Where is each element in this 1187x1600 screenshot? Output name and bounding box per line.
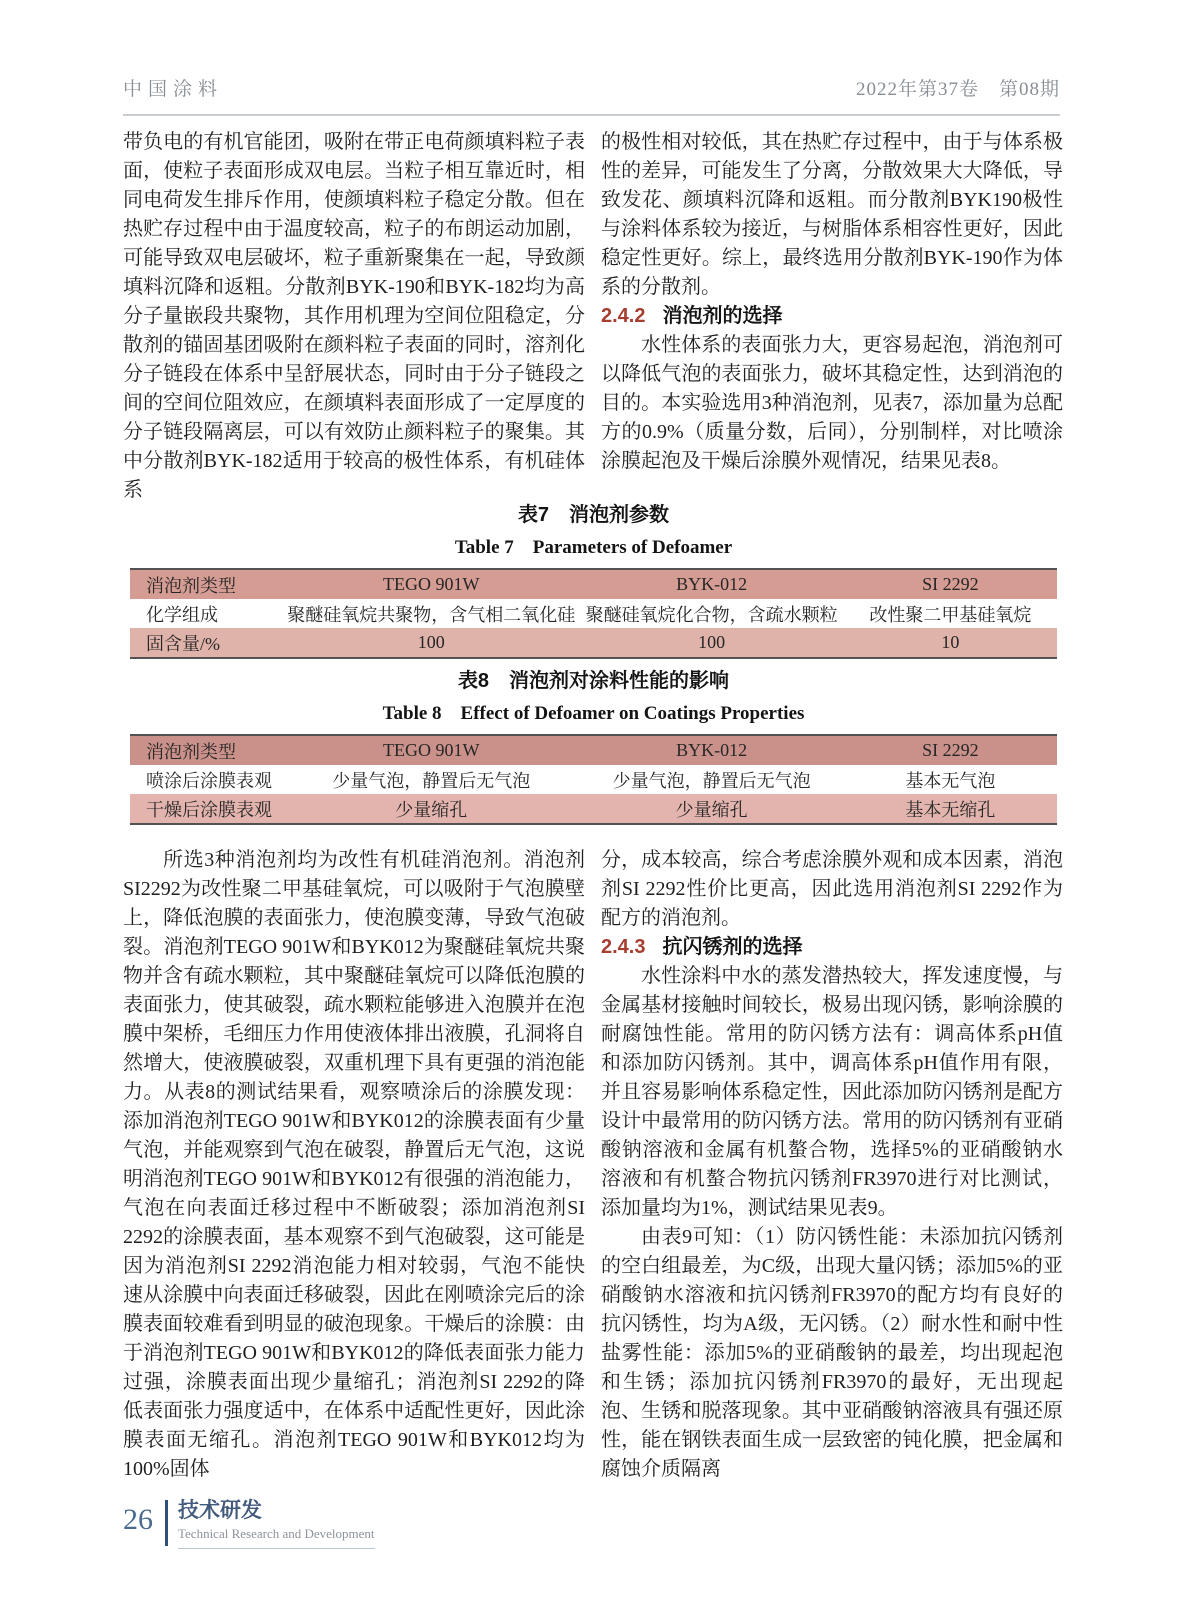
paragraph: 带负电的有机官能团，吸附在带正电荷颜填料粒子表面，使粒子表面形成双电层。当粒子相互靠近时，相同电荷发生排斥作用，使颜填料粒子稳定分散。但在热贮存过程中由于温度较高，粒子的布朗运动加剧，可能导致双电层破坏，粒子重新聚集在一起，导致颜填料沉降和返粗。分散剂BYK-190和BYK-182均为高分子量嵌段共聚物，其作用机理为空间位阻稳定，分散剂的锚固基团吸附在颜料粒子表面的同时，溶剂化分子链段在体系中呈舒展状态，同时由于分子链段之间的空间位阻效应，在颜填料表面形成了一定厚度的分子链段隔离层，可以有效防止颜料粒子的聚集。其中分散剂BYK-182适用于较高的极性体系，有机硅体系 <box>123 131 585 501</box>
table7-title-cn: 表7 消泡剂参数 <box>517 504 670 526</box>
paragraph: 分，成本较高，综合考虑涂膜外观和成本因素，消泡剂SI 2292性价比更高，因此选用消泡剂SI 2292作为配方的消泡剂。 <box>601 849 1063 929</box>
paragraph: 所选3种消泡剂均为改性有机硅消泡剂。消泡剂SI2292为改性聚二甲基硅氧烷，可以吸附于气泡膜壁上，降低泡膜的表面张力，使泡膜变薄，导致气泡破裂。消泡剂TEGO 901W和BYK012为聚醚硅氧烷共聚物并含有疏水颗粒，其中聚醚硅氧烷可以降低泡膜的表面张力，使其破裂，疏水颗粒能够进入泡膜并在泡膜中架桥，毛细压力作用使液体排出液膜，孔洞将自然增大，使液膜破裂，双重机理下具有更强的消泡能力。从表8的测试结果看，观察喷涂后的涂膜发现：添加消泡剂TEGO 901W和BYK012的涂膜表面有少量气泡，并能观察到气泡在破裂，静置后无气泡，这说明消泡剂TEGO 901W和BYK012有很强的消泡能力，气泡在向表面迁移过程中不断破裂；添加消泡剂SI 2292的涂膜表面，基本观察不到气泡破裂，这可能是因为消泡剂SI 2292消泡能力相对较弱，气泡不能快速从涂膜中向表面迁移破裂，因此在刚喷涂完后的涂膜表面较难看到明显的破泡现象。干燥后的涂膜：由于消泡剂TEGO 901W和BYK012的降低表面张力能力过强，涂膜表面出现少量缩孔；消泡剂SI 2292的降低表面张力强度适中，在体系中适配性更好，因此涂膜表面无缩孔。消泡剂TEGO 901W和BYK012均为100%固体 <box>123 849 585 1480</box>
table-row <box>130 599 1057 628</box>
table-cell: 100 <box>417 632 445 652</box>
section-title: 消泡剂的选择 <box>662 305 783 327</box>
table7-header-row <box>130 570 1057 599</box>
table-header-cell: SI 2292 <box>922 574 979 594</box>
page-footer <box>123 1498 375 1549</box>
bottom-columns <box>123 846 1063 1484</box>
table-cell: 少量气泡，静置后无气泡 <box>332 770 531 791</box>
table-row <box>130 765 1057 794</box>
table-header-cell: BYK-012 <box>676 574 748 594</box>
table-header-cell: TEGO 901W <box>383 574 480 594</box>
table-cell: 基本无气泡 <box>905 770 996 791</box>
footer-section-block <box>178 1498 375 1549</box>
table7 <box>130 568 1057 659</box>
journal-title: 中国涂料 <box>123 79 224 100</box>
table-cell: 少量缩孔 <box>395 799 468 820</box>
top-left-column <box>123 128 585 505</box>
table-cell: 化学组成 <box>146 604 218 625</box>
table-header-cell: 消泡剂类型 <box>146 741 236 762</box>
table-cell: 聚醚硅氧烷化合物，含疏水颗粒 <box>585 604 838 625</box>
table-cell: 固含量/% <box>146 633 220 654</box>
section-heading-2-4-3 <box>601 933 1063 962</box>
bottom-right-column <box>601 846 1063 1484</box>
table-cell: 10 <box>941 632 960 652</box>
table8-title-cn: 表8 消泡剂对涂料性能的影响 <box>457 670 730 692</box>
table8-title-en: Table 8 Effect of Defoamer on Coatings Properties <box>382 703 805 724</box>
paragraph: 的极性相对较低，其在热贮存过程中，由于与体系极性的差异，可能发生了分离，分散效果大大降低，导致发花、颜填料沉降和返粗。而分散剂BYK190极性与涂料体系较为接近，与树脂体系相容性更好，因此稳定性更好。综上，最终选用分散剂BYK-190作为体系的分散剂。 <box>601 131 1063 298</box>
paragraph: 水性体系的表面张力大，更容易起泡，消泡剂可以降低气泡的表面张力，破坏其稳定性，达到消泡的目的。本实验选用3种消泡剂，见表7，添加量为总配方的0.9%（质量分数，后同），分别制样，对比喷涂涂膜起泡及干燥后涂膜外观情况，结果见表8。 <box>601 334 1063 472</box>
table-cell: 改性聚二甲基硅氧烷 <box>869 604 1032 625</box>
table-header-cell: 消泡剂类型 <box>146 575 236 596</box>
footer-section-en: Technical Research and Development <box>178 1526 375 1541</box>
footer-section-cn: 技术研发 <box>178 1499 262 1522</box>
table-cell: 少量缩孔 <box>675 799 748 820</box>
table-cell: 100 <box>698 632 726 652</box>
table8 <box>130 734 1057 825</box>
table7-block <box>130 498 1057 659</box>
table-cell: 喷涂后涂膜表观 <box>146 770 272 791</box>
table8-header-row <box>130 736 1057 765</box>
table-header-cell: TEGO 901W <box>383 740 480 760</box>
table-cell: 聚醚硅氧烷共聚物，含气相二氧化硅 <box>287 604 576 625</box>
paragraph: 水性涂料中水的蒸发潜热较大，挥发速度慢，与金属基材接触时间较长，极易出现闪锈，影响涂膜的耐腐蚀性能。常用的防闪锈方法有：调高体系pH值和添加防闪锈剂。其中，调高体系pH值作用有限，并且容易影响体系稳定性，因此添加防闪锈剂是配方设计中最常用的防闪锈方法。常用的防闪锈剂有亚硝酸钠溶液和金属有机螯合物，选择5%的亚硝酸钠水溶液和有机螯合物抗闪锈剂FR3970进行对比测试，添加量均为1%，测试结果见表9。 <box>601 965 1063 1219</box>
table-row <box>130 794 1057 823</box>
table-header-cell: SI 2292 <box>922 740 979 760</box>
footer-divider-bar <box>165 1500 168 1546</box>
page-header <box>123 74 1060 116</box>
table-header-cell: BYK-012 <box>676 740 748 760</box>
issue-info: 2022年第37卷 第08期 <box>855 79 1060 100</box>
paragraph: 由表9可知：（1）防闪锈性能：未添加抗闪锈剂的空白组最差，为C级，出现大量闪锈；添加5%的亚硝酸钠水溶液和抗闪锈剂FR3970的配方均有良好的抗闪锈性，均为A级，无闪锈。（2）耐水性和耐中性盐雾性能：添加5%的亚硝酸钠的最差，均出现起泡和生锈；添加抗闪锈剂FR3970的最好，无出现起泡、生锈和脱落现象。其中亚硝酸钠溶液具有强还原性，能在钢铁表面生成一层致密的钝化膜，把金属和腐蚀介质隔离 <box>601 1226 1063 1480</box>
table-cell: 基本无缩孔 <box>905 799 996 820</box>
table-row <box>130 628 1057 657</box>
top-columns <box>123 128 1063 505</box>
section-heading-2-4-2 <box>601 302 1063 331</box>
table-cell: 干燥后涂膜表观 <box>146 799 272 820</box>
section-number: 2.4.2 <box>601 305 646 327</box>
top-right-column <box>601 128 1063 505</box>
table-cell: 少量气泡，静置后无气泡 <box>612 770 811 791</box>
section-number: 2.4.3 <box>601 936 646 958</box>
table8-block <box>130 664 1057 825</box>
section-title: 抗闪锈剂的选择 <box>662 936 803 958</box>
bottom-left-column <box>123 846 585 1484</box>
table7-title-en: Table 7 Parameters of Defoamer <box>454 537 733 558</box>
page-number: 26 <box>123 1503 153 1536</box>
